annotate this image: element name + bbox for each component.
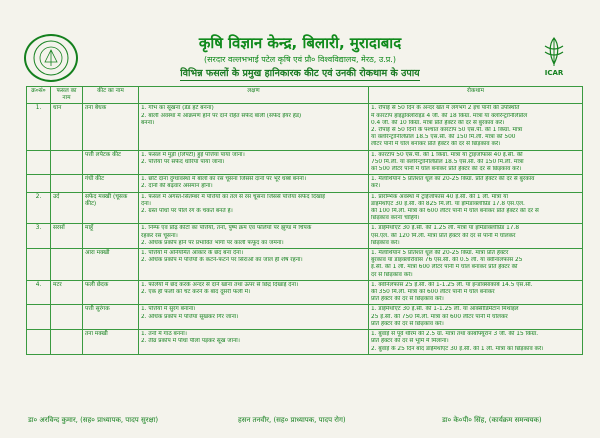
control-cell <box>369 280 583 305</box>
symptoms-cell <box>139 249 369 281</box>
control-line: 1. मैलाथियान 5 प्रतिशत धूल की 20-25 किग्रा. मात्रा प्रति हैक्टर <box>371 250 509 257</box>
symptoms-line: 1. पत्तियों में सुरंग बनाना। <box>141 306 196 313</box>
control-line: 1. प्रारम्भिक अवस्था में ट्राईजोफास 40 ई.सी. की 1 ली. मात्रा या <box>371 193 508 200</box>
symptoms-line: 2. अधिक प्रकोप में पत्तियों के कटने-फटने पर सिराओं का जाल ही शेष रहना। <box>141 257 303 264</box>
page-title: कृषि विज्ञान केन्द्र, बिलारी, मुरादाबाद <box>198 34 402 52</box>
crop-cell <box>51 249 83 281</box>
university-logo <box>24 34 78 82</box>
control-cell <box>369 305 583 330</box>
symptoms-line: देना। <box>141 200 151 207</box>
footer-signatory-center: हसन तनवीर, (सह० प्राध्यापक, पादप रोग) <box>238 416 346 424</box>
table-row <box>27 175 583 192</box>
symptoms-line: 2. ग्रस्त पौधों पर पीले रंग के चकते बनते हैं। <box>141 208 233 215</box>
control-line: एस.एल. की 120 मि.ली. मात्रा प्रति हैक्टर की दर से पानी में घोलकर <box>371 232 516 239</box>
serial-cell: 1. <box>27 104 51 150</box>
control-line: 1. बुवाई से पूर्व थीरम की 2.5 ग्रा. मात्रा तथा कार्बोफ्यूरान 3 जी. की 15 किग्रा. <box>371 331 539 338</box>
table-header-row <box>27 87 583 104</box>
control-line: लीटर पानी में घोल बनाकर प्रति हैक्टर की दर से छिड़काव करें। <box>371 141 501 148</box>
control-line: करें। <box>371 183 381 190</box>
control-line: 1. कारटाप 50 एस.पी. की 1 किग्रा. मात्रा या ट्राइजोफास 40 ई.सी. की <box>371 151 523 158</box>
symptoms-line: 2. पत्तियों पर सफेद धारियां पाया जाना। <box>141 158 225 165</box>
column-header: लक्षण <box>139 87 369 104</box>
pest-cell: तना बेधक <box>83 104 139 150</box>
crop-cell: सरसों <box>51 224 83 249</box>
control-line: प्रति हैक्टर की दर से भूमि में मिलाना। <box>371 338 449 345</box>
symptoms-cell <box>139 330 369 355</box>
control-line: छिड़काव करना चाहिये। <box>371 215 420 222</box>
symptoms-line: 2. दानों की बढ़वार असमान होना। <box>141 183 213 190</box>
crop-cell: उर्द <box>51 192 83 224</box>
pest-cell: माहूँ <box>83 224 139 249</box>
symptoms-line: 2. एक ही फली को चट करने के बाद दूसरी फली में। <box>141 289 251 296</box>
column-header: फसल का नाम <box>51 87 83 104</box>
symptoms-cell <box>139 150 369 175</box>
serial-cell: 3. <box>27 224 51 249</box>
table-row <box>27 280 583 305</box>
symptoms-cell <box>139 104 369 150</box>
pest-cell: सफेद मक्खी (चूसक कीट) <box>83 192 139 224</box>
pest-cell: तना मक्खी <box>83 330 139 355</box>
section-heading: विभिन्न फसलों के प्रमुख हानिकारक कीट एवं उनकी रोकथाम के उपाय <box>180 68 420 79</box>
serial-cell <box>27 175 51 192</box>
symptoms-line: 2. अधिक प्रकोप में पत्तियां सूखकर गिर जाना। <box>141 313 239 320</box>
serial-cell <box>27 150 51 175</box>
control-cell <box>369 104 583 150</box>
symptoms-line: 1. फसल में अगस्त-सितम्बर में पत्तियों का तल से रस चूसना जिससे पत्तियां सफेद दिखाई <box>141 193 326 200</box>
control-line: की 100 मि.ली. मात्रा को 600 लीटर पानी में घोल बनाकर प्रति हैक्टर की दर से <box>371 208 539 215</box>
crop-cell <box>51 175 83 192</box>
control-line: 0.4 जी. की 10 किग्रा. मात्रा प्रति हैक्टर की दर से बुरकाव करें। <box>371 119 505 126</box>
control-line: में कारटाप हाइड्रोक्लोराइड 4 जी. की 18 किग्रा. मात्रा या क्लोरेन्ट्रानिलिप्रोल <box>371 112 528 119</box>
icar-label: ICAR <box>544 69 564 77</box>
symptoms-line: 1. फलियों में छेद करके अन्दर से दाने खाना तथा ऊपर से छिद्र दिखाई देना। <box>141 281 299 288</box>
control-cell <box>369 175 583 192</box>
control-line: ई.सी. की 1 ली. मात्रा 600 लीटर पानी में घोल बनाकर प्रति हैक्टर की <box>371 264 518 271</box>
control-cell <box>369 249 583 281</box>
control-line: 1. क्वीनेलफास 25 ई.सी. की 1-1.25 ली. या इन्डोक्साकार्ब 14.5 एस.सी. <box>371 281 533 288</box>
control-line: छिड़काव करें। <box>371 239 400 246</box>
control-line: 25 ई.सी. की 750 मि.ली. मात्रा को 600 लीटर पानी में घोलकर <box>371 313 508 320</box>
symptoms-line: 1. गोभ का सूखना (डेड हर्ट बनना) <box>141 105 214 112</box>
table-row <box>27 192 583 224</box>
serial-cell: 4. <box>27 280 51 305</box>
symptoms-cell <box>139 305 369 330</box>
serial-cell: 2. <box>27 192 51 224</box>
page-subtitle: (सरदार वल्लभभाई पटेल कृषि एवं प्रौ० विश्वविद्यालय, मेरठ, उ.प्र.) <box>204 55 396 64</box>
serial-cell <box>27 249 51 281</box>
table-row <box>27 305 583 330</box>
pest-table <box>26 86 583 355</box>
crop-cell <box>51 150 83 175</box>
table-row <box>27 150 583 175</box>
symptoms-cell <box>139 280 369 305</box>
control-line: 1. डाईमेथोएट 30 ई.सी. की 1-1.25 ली. या आक्सीडिमेटान मिथाइल <box>371 306 519 313</box>
pest-cell: आरा मक्खी <box>83 249 139 281</box>
footer-signatory-right: डा० के०पी० सिंह, (कार्यक्रम समन्वयक) <box>442 416 542 424</box>
column-header: रोकथाम <box>369 87 583 104</box>
symptoms-line: 1. छोटे दाना दुग्धावस्था में बालों का रस चूसना जिससे दानों पर भूरे धब्बे बनना। <box>141 176 307 183</box>
column-header: क्र०सं० <box>27 87 51 104</box>
symptoms-line: बनना। <box>141 119 155 126</box>
table-row <box>27 224 583 249</box>
control-line: या क्लोरेन्ट्रानिलिप्रोल 18.5 एस.सी. की 150 मि.ली. मात्रा को 500 <box>371 134 516 141</box>
crop-cell <box>51 330 83 355</box>
table-row <box>27 104 583 150</box>
control-line: 750 मि.ली. या क्लोरेन्ट्रानिलिप्रोल 18.5 एस.सी. की 150 मि.ली. मात्रा <box>371 158 524 165</box>
pest-cell: पत्ती लपेटक कीट <box>83 150 139 175</box>
control-line: 1. रोपाई से 50 दिन के अन्दर खेत में लगभग 2 इंच पानी की उपस्थिति <box>371 105 520 112</box>
control-line: प्रति हैक्टर की दर से छिड़काव करें। <box>371 320 444 327</box>
symptoms-cell <box>139 224 369 249</box>
crop-cell: धान <box>51 104 83 150</box>
emblem-icon <box>28 38 74 78</box>
crop-cell: मटर <box>51 280 83 305</box>
symptoms-line: 1. फसल में मुड़ी (लिपटी) हुई पत्तियां पाया जाना। <box>141 151 245 158</box>
pest-cell: फली छेदक <box>83 280 139 305</box>
symptoms-line: रहकर रस चूसना। <box>141 232 178 239</box>
control-cell <box>369 224 583 249</box>
pest-cell: पत्ती सुरंगक <box>83 305 139 330</box>
control-line: प्रति हैक्टर की दर से छिड़काव करें। <box>371 296 444 303</box>
control-line: बुरकाव या डाइक्लोरोवास 76 एस.सी. की 0.5 ली. या क्वीनालफास 25 <box>371 257 523 264</box>
control-cell <box>369 330 583 355</box>
wheat-icon <box>539 34 569 68</box>
footer-signatory-left: डा० अरविन्द कुमार, (सह० प्राध्यापक, पादप सुरक्षा) <box>28 416 159 424</box>
icar-logo <box>534 34 574 84</box>
control-line: 2. रोपाई से 50 दिनों के पश्चात कारटाप 50 एस.पी. की 1 किग्रा. मात्रा <box>371 127 523 134</box>
control-line: 2. बुवाई के 25 दिन बाद डाईमेथोएट 30 ई.सी. की 1 ली. मात्रा का छिड़काव करें। <box>371 345 544 352</box>
crop-cell <box>51 305 83 330</box>
symptoms-cell <box>139 175 369 192</box>
control-line: की 350 मि.ली. मात्रा को 600 लीटर पानी में घोल बनाकर <box>371 289 495 296</box>
pest-cell: गंधी कीट <box>83 175 139 192</box>
symptoms-cell <box>139 192 369 224</box>
control-line: को 500 लीटर पानी में घोल बनाकर प्रति हैक्टर की दर से छिड़काव करें। <box>371 166 522 173</box>
symptoms-line: 1. तनों में गांठ बनना। <box>141 331 187 338</box>
serial-cell <box>27 330 51 355</box>
symptoms-line: 1. पत्तियों में अनियमित आकार के छेद बना देना। <box>141 250 244 257</box>
control-line: 1. मैलाथियान 5 प्रतिशत धूल का 20-25 किग्रा. प्रति हैक्टर की दर से बुरकाव <box>371 176 535 183</box>
symptoms-line: 2. तीव्र प्रकोप में पौधा पीला पड़कर सूख जाना। <box>141 338 240 345</box>
control-line: 1. डाईमेथोएट 30 ई.सी. की 1.25 ली. मात्रा या इमिडाक्लोप्रिड 17.8 <box>371 225 520 232</box>
symptoms-line: 2. बाली अवस्था में आक्रमण होने पर दाने रहित सफेद बाली (सफेद ईयर हेड) <box>141 112 302 119</box>
column-header: कीट का नाम <box>83 87 139 104</box>
symptoms-line: 2. अधिक प्रकोप होने पर प्रभावित भागों पर काली फफूंद का जमना। <box>141 239 284 246</box>
symptoms-line: 1. निम्फ एवं प्रौढ़ कीटों का पत्तियों, तनों, पुष्प क्रम एवं फलियों पर झुण्ड में चिपके <box>141 225 312 232</box>
control-cell <box>369 150 583 175</box>
control-cell <box>369 192 583 224</box>
serial-cell <box>27 305 51 330</box>
control-line: दर से छिड़काव करें। <box>371 271 413 278</box>
control-line: डाइमेथोएट 30 ई.सी. की 825 मि.ली. या इमिडाक्लोप्रिड 17.8 एस.एल. <box>371 200 525 207</box>
table-row <box>27 249 583 281</box>
table-row <box>27 330 583 355</box>
table-body <box>27 104 583 354</box>
